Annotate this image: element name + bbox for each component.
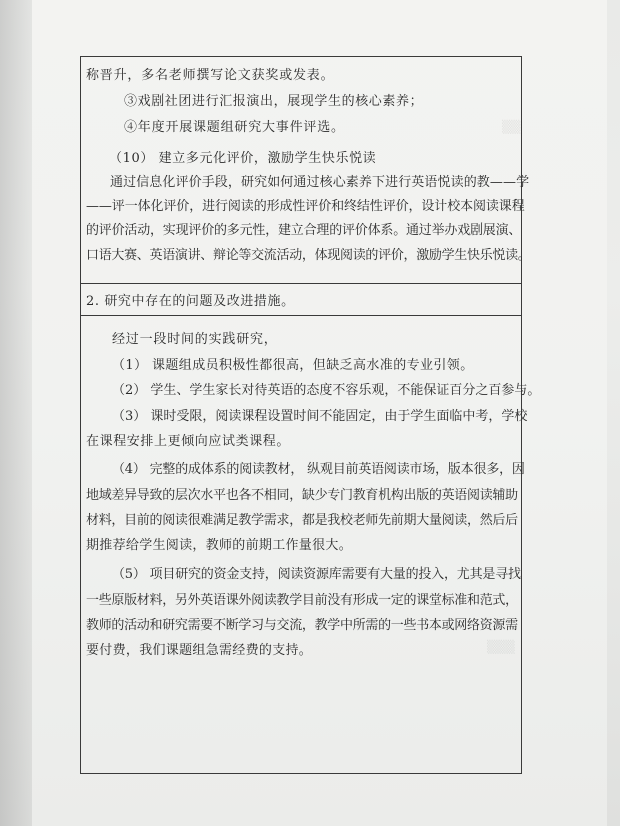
text-line: 要付费，我们课题组急需经费的支持。	[86, 643, 313, 658]
list-item: （5） 项目研究的资金支持，阅读资源库需要有大量的投入，尤其是寻找	[112, 567, 521, 582]
list-item: （1） 课题组成员积极性都很高，但缺乏高水准的专业引领。	[112, 358, 474, 373]
table-divider	[81, 283, 521, 284]
text-line: ④年度开展课题组研究大事件评选。	[124, 120, 345, 135]
subsection-heading: （10） 建立多元化评价，激励学生快乐悦读	[109, 151, 377, 166]
text-line: 经过一段时间的实践研究，	[112, 332, 278, 347]
text-line: ——评一体化评价，进行阅读的形成性评价和终结性评价，设计校本阅读课程	[86, 199, 525, 214]
section-heading: 2. 研究中存在的问题及改进措施。	[86, 294, 295, 309]
text-line: 口语大赛、英语演讲、辩论等交流活动，体现阅读的评价，激励学生快乐悦读。	[86, 248, 531, 263]
text-line: 地域差异导致的层次水平也各不相同，缺少专门教育机构出版的英语阅读辅助	[86, 488, 518, 503]
list-item: （4） 完整的成体系的阅读教材， 纵观目前英语阅读市场，版本很多，因	[112, 462, 525, 477]
text-line: 期推荐给学生阅读，教师的前期工作量很大。	[86, 538, 353, 553]
text-line: 的评价活动，实现评价的多元性，建立合理的评价体系。通过举办戏剧展演、	[86, 223, 522, 238]
text-line: ③戏剧社团进行汇报演出，展现学生的核心素养；	[124, 94, 424, 109]
text-line: 在课程安排上更倾向应试类课程。	[86, 434, 291, 449]
list-item: （3） 课时受限，阅读课程设置时间不能固定，由于学生面临中考，学校	[112, 409, 528, 424]
show-through-mark: ▒▒	[502, 120, 521, 134]
text-line: 教师的活动和研究需要不断学习与交流，教学中所需的一些书本或网络资源需	[86, 618, 518, 633]
show-through-mark: ▒▒▒	[487, 640, 515, 654]
table-divider	[81, 315, 521, 316]
text-line: 一些原版材料，另外英语课外阅读教学目前没有形成一定的课堂标准和范式，	[86, 593, 518, 608]
text-line: 通过信息化评价手段，研究如何通过核心素养下进行英语悦读的教——学	[110, 175, 530, 190]
list-item: （2） 学生、学生家长对待英语的态度不容乐观，不能保证百分之百参与。	[112, 383, 541, 398]
text-line: 称晋升，多名老师撰写论文获奖或发表。	[86, 68, 335, 83]
text-line: 材料，目前的阅读很难满足教学需求，都是我校老师先前期大量阅读，然后后	[86, 513, 518, 528]
